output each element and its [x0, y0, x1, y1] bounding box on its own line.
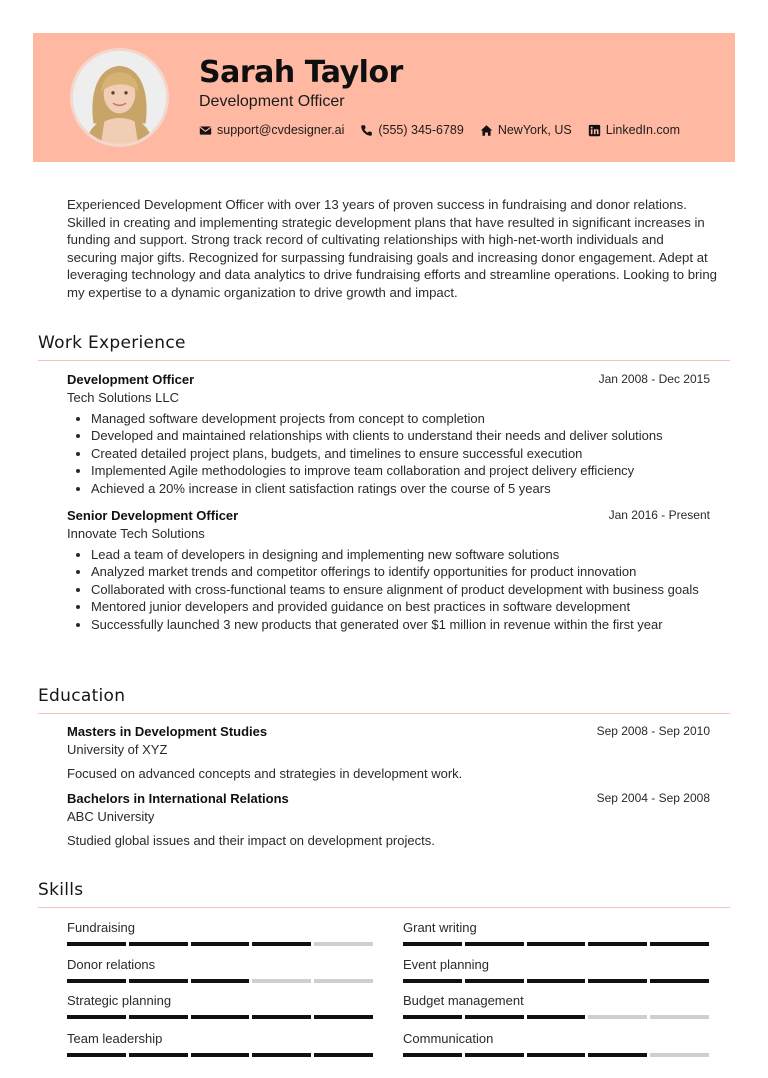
- skill-level-bar: [403, 1053, 709, 1057]
- bullet-item: • Collaborated with cross-functional teams to ensure alignment of product development with business goals: [91, 581, 710, 598]
- skill-level-filled-segment: [465, 979, 524, 983]
- skill-item: [403, 1031, 709, 1057]
- skill-name: Communication: [403, 1031, 494, 1046]
- skill-item: [403, 993, 709, 1019]
- skill-level-empty-segment: [314, 979, 373, 983]
- skill-level-filled-segment: [588, 1053, 647, 1057]
- skill-name: Strategic planning: [67, 993, 172, 1008]
- skill-level-bar: [67, 942, 373, 946]
- skill-level-bar: [67, 1015, 373, 1019]
- skill-name: Budget management: [403, 993, 524, 1008]
- skill-level-filled-segment: [129, 1053, 188, 1057]
- skill-name: Grant writing: [403, 920, 477, 935]
- job-company: Innovate Tech Solutions: [67, 526, 205, 541]
- education-heading: Education: [38, 686, 126, 706]
- skill-level-empty-segment: [314, 942, 373, 946]
- skill-level-filled-segment: [191, 942, 250, 946]
- skill-level-filled-segment: [252, 942, 311, 946]
- skill-level-filled-segment: [527, 1053, 586, 1057]
- skill-level-filled-segment: [191, 1053, 250, 1057]
- skill-level-filled-segment: [314, 1053, 373, 1057]
- job-entry: [67, 508, 710, 633]
- profile-summary: Experienced Development Officer with over 13 years of proven success in fundraising and donor relations. Skilled in creating and implementing strategic development plans that have resulted in significant increases in funding and support. Strong track record of cultivating relationships with high-net-worth individuals and securing major gifts. Recognized for surpassing fundraising goals and increasing donor engagement. Adept at leveraging technology and data analytics to drive fundraising efforts and streamline operations. Looking to bring my expertise to a dynamic organization to drive growth and impact.: [67, 197, 718, 300]
- section-divider: [38, 713, 730, 714]
- contact-bar: [199, 123, 696, 137]
- skill-item: [67, 957, 373, 983]
- skill-level-bar: [67, 1053, 373, 1057]
- contact-location: [480, 123, 572, 137]
- skill-level-empty-segment: [252, 979, 311, 983]
- email-text: support@cvdesigner.ai: [217, 123, 345, 137]
- skills-heading: Skills: [38, 880, 84, 900]
- skill-level-filled-segment: [67, 942, 126, 946]
- bullet-item: • Mentored junior developers and provided guidance on best practices in software development: [91, 598, 710, 615]
- skill-level-filled-segment: [465, 942, 524, 946]
- skill-level-filled-segment: [191, 1015, 250, 1019]
- home-icon: [480, 124, 493, 137]
- bullet-item: • Implemented Agile methodologies to improve team collaboration and project delivery efficiency: [91, 462, 710, 479]
- linkedin-text: LinkedIn.com: [605, 123, 681, 137]
- skill-level-filled-segment: [465, 1053, 524, 1057]
- education-description: Focused on advanced concepts and strategies in development work.: [67, 766, 463, 781]
- skill-level-bar: [403, 979, 709, 983]
- contact-linkedin[interactable]: [588, 123, 680, 137]
- bullet-item: • Developed and maintained relationships with clients to understand their needs and deliver solutions: [91, 427, 710, 444]
- school-name: ABC University: [67, 809, 155, 824]
- skill-level-filled-segment: [403, 1053, 462, 1057]
- skill-level-filled-segment: [650, 942, 709, 946]
- job-dates: Jan 2016 - Present: [608, 508, 710, 522]
- bullet-item: • Managed software development projects from concept to completion: [91, 410, 710, 427]
- skill-level-filled-segment: [67, 979, 126, 983]
- skill-level-bar: [403, 942, 709, 946]
- location-text: NewYork, US: [497, 123, 572, 137]
- skill-level-filled-segment: [403, 979, 462, 983]
- skill-level-filled-segment: [252, 1015, 311, 1019]
- education-entry: [67, 791, 710, 848]
- phone-text: (555) 345-6789: [378, 123, 464, 137]
- candidate-role: Development Officer: [199, 93, 345, 110]
- skill-level-filled-segment: [465, 1015, 524, 1019]
- bullet-item: • Lead a team of developers in designing and implementing new software solutions: [91, 546, 710, 563]
- skill-level-filled-segment: [129, 979, 188, 983]
- section-divider: [38, 360, 730, 361]
- contact-email[interactable]: [199, 123, 344, 137]
- degree-title: Masters in Development Studies: [67, 724, 268, 739]
- skill-item: [403, 920, 709, 946]
- candidate-name: Sarah Taylor: [199, 55, 403, 90]
- skill-level-filled-segment: [314, 1015, 373, 1019]
- section-divider: [38, 907, 730, 908]
- skill-level-filled-segment: [403, 1015, 462, 1019]
- skill-item: [67, 993, 373, 1019]
- bullet-item: • Achieved a 20% increase in client satisfaction ratings over the course of 5 years: [91, 480, 710, 497]
- resume-header: [33, 33, 735, 162]
- job-bullets: [67, 410, 710, 497]
- skill-level-filled-segment: [129, 1015, 188, 1019]
- job-title: Development Officer: [67, 372, 195, 387]
- bullet-item: • Successfully launched 3 new products that generated over $1 million in revenue within the first year: [91, 616, 710, 633]
- skill-item: [67, 1031, 373, 1057]
- skill-level-bar: [403, 1015, 709, 1019]
- envelope-icon: [199, 124, 212, 137]
- skill-level-filled-segment: [588, 942, 647, 946]
- skill-level-filled-segment: [67, 1015, 126, 1019]
- job-company: Tech Solutions LLC: [67, 390, 180, 405]
- phone-icon: [360, 124, 373, 137]
- contact-phone[interactable]: [360, 123, 463, 137]
- job-title: Senior Development Officer: [67, 508, 239, 523]
- skill-name: Team leadership: [67, 1031, 163, 1046]
- school-name: University of XYZ: [67, 742, 168, 757]
- job-entry: [67, 372, 710, 497]
- skill-name: Donor relations: [67, 957, 156, 972]
- profile-photo: [70, 48, 169, 147]
- skill-level-empty-segment: [650, 1053, 709, 1057]
- linkedin-icon: [588, 124, 601, 137]
- skill-name: Fundraising: [67, 920, 135, 935]
- skill-level-empty-segment: [650, 1015, 709, 1019]
- skill-level-filled-segment: [527, 942, 586, 946]
- skill-level-filled-segment: [588, 979, 647, 983]
- degree-title: Bachelors in International Relations: [67, 791, 289, 806]
- skill-level-filled-segment: [191, 979, 250, 983]
- skill-item: [67, 920, 373, 946]
- education-description: Studied global issues and their impact on development projects.: [67, 833, 435, 848]
- job-dates: Jan 2008 - Dec 2015: [598, 372, 710, 386]
- skill-level-filled-segment: [403, 942, 462, 946]
- bullet-item: • Created detailed project plans, budgets, and timelines to ensure successful execution: [91, 445, 710, 462]
- skill-level-bar: [67, 979, 373, 983]
- education-dates: Sep 2008 - Sep 2010: [596, 724, 710, 738]
- bullet-item: • Analyzed market trends and competitor offerings to identify opportunities for product innovation: [91, 563, 710, 580]
- work-experience-heading: Work Experience: [38, 333, 186, 353]
- skill-level-filled-segment: [527, 979, 586, 983]
- skill-level-filled-segment: [67, 1053, 126, 1057]
- skill-level-filled-segment: [650, 979, 709, 983]
- education-dates: Sep 2004 - Sep 2008: [596, 791, 710, 805]
- person-photo-icon: [73, 51, 166, 144]
- skill-level-filled-segment: [252, 1053, 311, 1057]
- skill-level-empty-segment: [588, 1015, 647, 1019]
- education-entry: [67, 724, 710, 781]
- skill-level-filled-segment: [527, 1015, 586, 1019]
- job-bullets: [67, 546, 710, 633]
- skill-level-filled-segment: [129, 942, 188, 946]
- skill-name: Event planning: [403, 957, 490, 972]
- skill-item: [403, 957, 709, 983]
